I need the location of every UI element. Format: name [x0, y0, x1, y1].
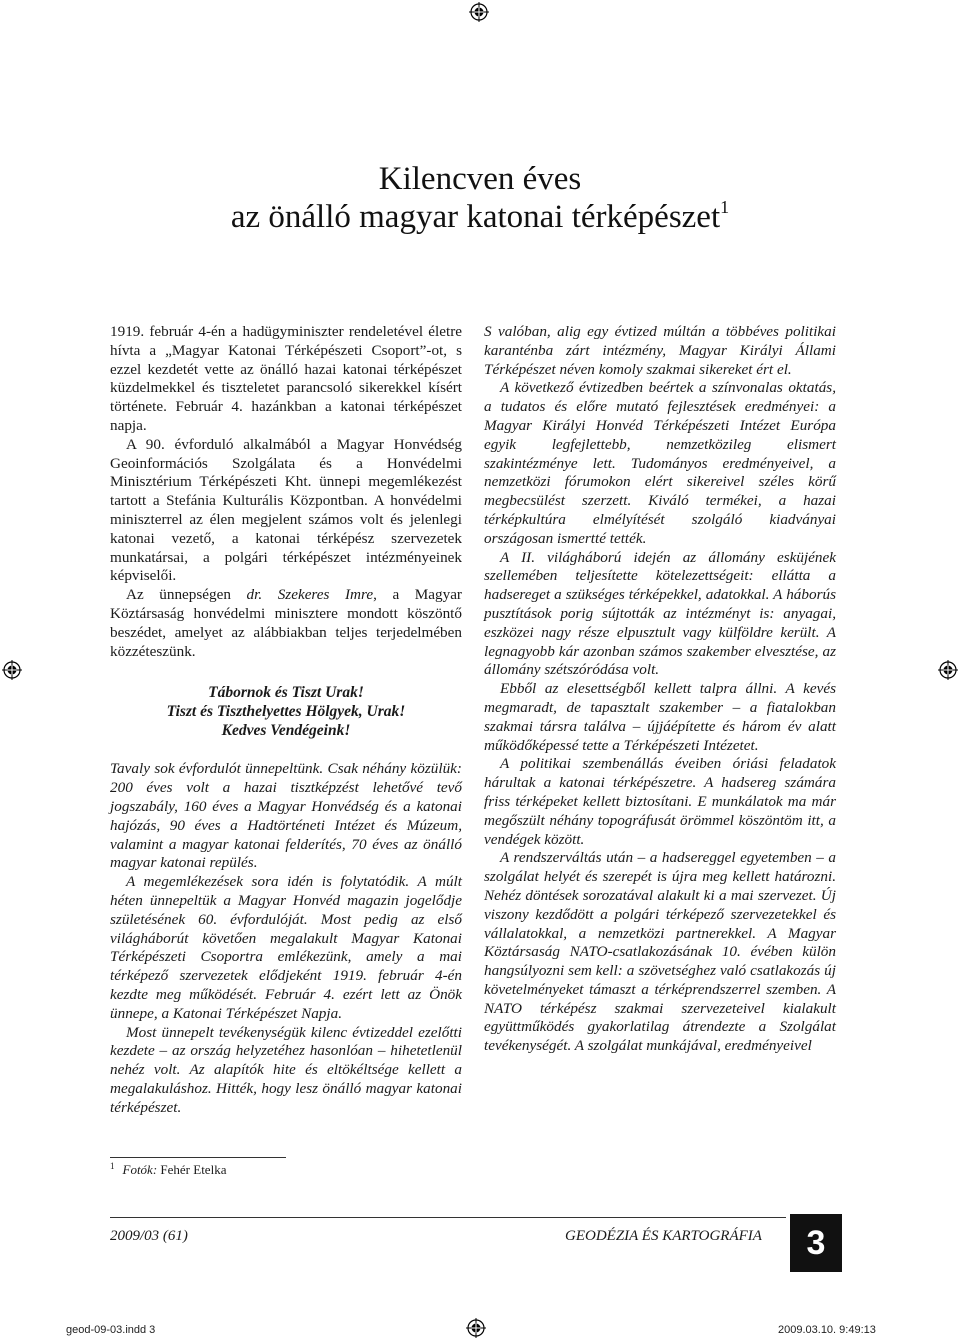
title-footnote-mark: 1 [720, 197, 730, 217]
footnote-mark: 1 [110, 1161, 115, 1171]
registration-mark-icon [938, 660, 958, 680]
footer-divider [110, 1217, 786, 1218]
salutation-line: Tiszt és Tiszthelyettes Hölgyek, Urak! [166, 703, 406, 721]
salutation [110, 683, 462, 740]
title-line-1: Kilencven éves [378, 161, 582, 197]
slug-file: geod-09-03.indd 3 [66, 1324, 156, 1336]
footnote-divider [110, 1157, 286, 1158]
speech-paragraph: Most ünnepelt tevékenységük kilenc évtizeddel ezelőtti kezdete – az ország helyzetéhez hasonlóan – hihetetlenül nehéz volt. Az alapítók hite és eltökéltsége kellett a megalakuláshoz. Hitték, hogy lesz önálló magyar katonai térképészet. [110, 1023, 462, 1116]
issue-number: 2009/03 (61) [110, 1228, 188, 1244]
speech-paragraph: A következő évtizedben beértek a színvonalas oktatás, a tudatos és előre mutató fejlesztések eredményei: a Magyar Királyi Honvéd Térképészeti Intézet Európa egyik legfejlettebb, nemzetközileg elismert szakintézménye lett. Tudományos eredményeivel, a nemzetközi fórumokon elért sikereivel széles körű megbecsülést szerzett. Kiváló termékei, a hazai térképkultúra elmélyítését szolgáló kiadványai országosan ismertté tették. [484, 379, 836, 547]
intro-paragraph: 1919. február 4-én a hadügyminiszter rendeletével életre hívta a „Magyar Katonai Térképészeti Csoport”-ot, s ezzel kezdetét vette az önálló hazai katonai térképészet küzdelmekkel és tiszteletet parancsoló sikerekkel kísért története. Február 4. hazánkban a katonai térképészet napja. [110, 323, 462, 434]
speech-text [110, 760, 462, 1117]
registration-mark-icon [469, 2, 489, 22]
ceremony-suffix: , a Magyar Köztársaság honvédelmi minisztere mondott köszöntő beszédet, amelyet az alábbiakban teljes terjedelmében közzéteszünk. [110, 586, 462, 660]
footnote-name: Fehér Etelka [160, 1162, 227, 1177]
article-title [150, 160, 810, 236]
title-line-2 [150, 198, 810, 236]
speech-paragraph: S valóban, alig egy évtized múltán a többéves politikai karanténba zárt intézmény, Magyar Királyi Állami Térképészet néven komoly szakmai sikereket ért el. [484, 323, 836, 378]
footnote [110, 1162, 226, 1178]
speech-paragraph: A politikai szembenállás éveiben óriási feladatok hárultak a katonai térképészetre. A hadsereg számára friss térképeket kellett biztosítani. E munkálatok ma már megőszült néhány topográfusát örömmel köszöntöm itt, a vendégek között. [484, 755, 836, 848]
speech-paragraph: Tavaly sok évfordulót ünnepeltünk. Csak néhány közülük: 200 éves volt a hazai tisztképzést lehetővé tevő jogszabály, 160 éves a Magyar Honvédség és a katonai hajózás, 90 éves a Hadtörténeti Intézet és Múzeum, valamint a magyar katonai felderítés, 70 éves az önálló magyar katonai repülés. [110, 760, 462, 872]
left-column [110, 323, 462, 1117]
right-column [484, 323, 836, 1056]
salutation-line: Tábornok és Tiszt Urak! [208, 684, 364, 702]
speech-paragraph: A rendszerváltás után – a hadsereggel egyetemben – a szolgálat helyét és szerepét is újra meg kellett határozni. Nehéz döntések sorozatával alakult ki a mai szervezet. Új viszony kezdődött a polgári térképező szervezetekkel és vállalatokkal, a nemzetközi partnerekkel. A Magyar Köztársaság NATO-csatlakozásának 10. évében külön hangsúlyozni sem kell: a szövetséghez való csatlakozás új követelményeket támaszt a térképrendszerrel szemben. A NATO térképész szakmai szervezeteivel kialakult együttműködés gyakorlatilag átrendezte a Szolgálat tevékenységét. A szolgálat munkájával, eredményeivel [484, 849, 836, 1055]
title-line-2-text: az önálló magyar katonai térképészet [230, 199, 721, 235]
intro-paragraph: A 90. évforduló alkalmából a Magyar Honvédség Geoinformációs Szolgálata és a Honvédelmi Minisztérium Térképészeti Kht. ünnepi megemlékezést tartott a Stefánia Kulturális Központban. A honvédelmi miniszterrel az élen megjelent számos volt és jelenlegi katonai vezető, a katonai térképész szervezetek munkatársai, a polgári térképészet intézményeinek képviselői. [110, 435, 462, 585]
registration-mark-icon [2, 660, 22, 680]
speech-paragraph: A II. világháború idején az állomány esküjének szellemében teljesítette kötelezettségeit: ellátta a hadsereget a szükséges térképekkel, adatokkal. A háborús pusztítások porig sújtották az intézményt is: anyagai, eszközei nagy része elpusztult vagy külföldre került. A legnagyobb kár azonban számos szakember elvesztése, az állomány szétszóródása volt. [484, 548, 836, 679]
salutation-line: Kedves Vendégeink! [221, 722, 351, 740]
slug-date: 2009.03.10. 9:49:13 [778, 1324, 876, 1336]
ceremony-prefix: Az ünnepségen [126, 586, 247, 604]
page-number: 3 [790, 1214, 842, 1272]
speech-paragraph: Ebből az elesettségből kellett talpra állni. A kevés megmaradt, de tapasztalt szakember – a fiatalokban szakmai társra találva – újjáépítette és három év alatt működőképessé tette a Térképészeti Intézetet. [484, 680, 836, 754]
journal-name: GEODÉZIA ÉS KARTOGRÁFIA [565, 1228, 762, 1244]
speaker-name: dr. Szekeres Imre [246, 586, 374, 604]
registration-mark-icon [466, 1318, 486, 1338]
ceremony-paragraph [110, 586, 462, 661]
speech-paragraph: A megemlékezések sora idén is folytatódik. A múlt héten ünnepeltük a Magyar Honvéd magazin jogelődje születésének 60. évfordulóját. Most pedig az első világháborút követően megalakult Magyar Katonai Térképészeti Csoportra emlékezünk, amely a mai térképező szervezetek elődjeként 1919. február 4-én kezdte meg működését. Február 4. ezért lett az Önök ünnepe, a Katonai Térképészet Napja. [110, 873, 462, 1022]
footnote-label: Fotók: [122, 1162, 158, 1177]
